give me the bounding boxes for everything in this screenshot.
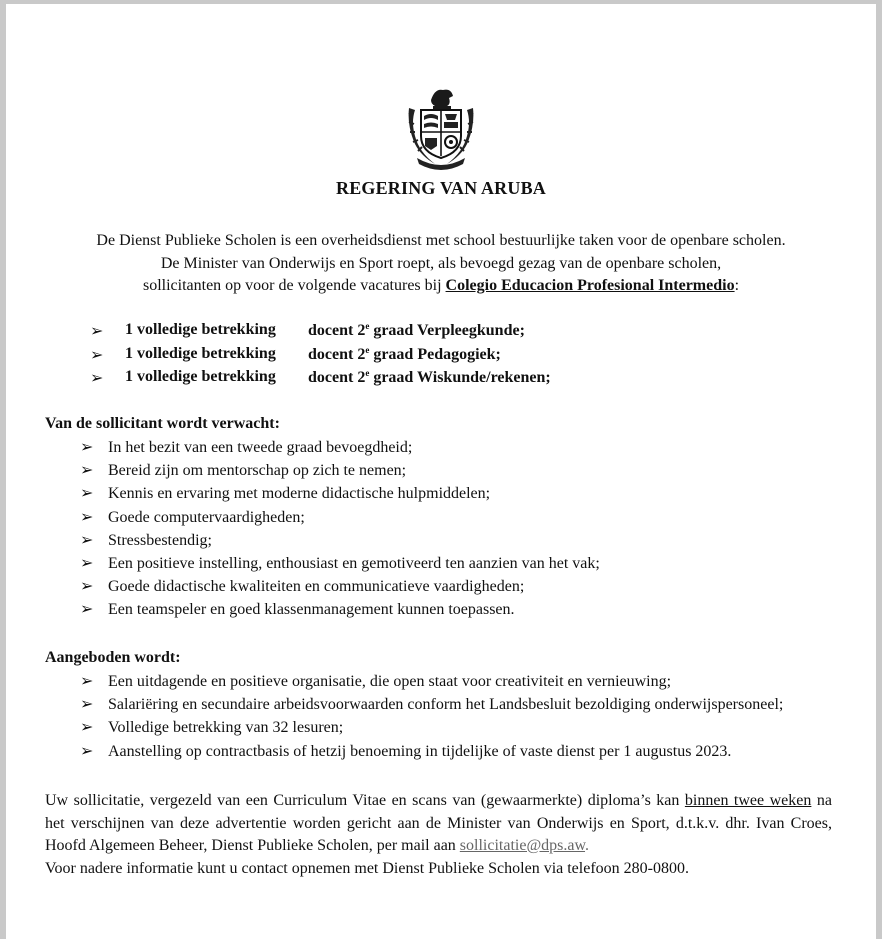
arrow-bullet-icon: ➢ [90,370,104,387]
arrow-bullet-icon: ➢ [80,742,94,760]
vacancy-position: docent 2e graad Wiskunde/rekenen; [308,368,551,386]
expected-heading: Van de sollicitant wordt verwacht: [45,415,280,432]
arrow-bullet-icon: ➢ [80,601,94,619]
arrow-bullet-icon: ➢ [80,508,94,526]
document-page [6,4,876,939]
arrow-bullet-icon: ➢ [80,531,94,549]
intro-line-1: De Dienst Publieke Scholen is een overheidsdienst met school bestuurlijke taken voor de openbare scholen. [96,232,786,249]
arrow-bullet-icon: ➢ [80,485,94,503]
arrow-bullet-icon: ➢ [80,578,94,596]
arrow-bullet-icon: ➢ [80,439,94,456]
list-item: ➢ Kennis en ervaring met moderne didactische hulpmiddelen; [80,485,491,503]
arrow-bullet-icon: ➢ [90,347,104,364]
list-item: ➢ Aanstelling op contractbasis of hetzij benoeming in tijdelijke of vaste dienst per 1 augustus 2023. [80,742,732,760]
list-item: ➢ Bereid zijn om mentorschap op zich te nemen; [80,462,407,480]
list-item: ➢ Goede computervaardigheden; [80,508,305,526]
offered-heading: Aangeboden wordt: [45,649,181,666]
page-title: REGERING VAN ARUBA [336,178,546,198]
vacancy-position: docent 2e graad Pedagogiek; [308,345,501,363]
closing-line-1: Uw sollicitatie, vergezeld van een Curriculum Vitae en scans van (gewaarmerkte) diploma’s kan binnen twee weken na [45,792,832,809]
closing-line-3: Hoofd Algemeen Beheer, Dienst Publieke Scholen, per mail aan sollicitatie@dps.aw. [45,837,590,854]
list-item: ➢ In het bezit van een tweede graad bevoegdheid; [80,439,413,456]
intro-line-2: De Minister van Onderwijs en Sport roept, als bevoegd gezag van de openbare scholen, [160,254,722,272]
expected-list [80,438,600,624]
vacancy-position: docent 2e graad Verpleegkunde; [308,321,525,339]
vacancy-kind: 1 volledige betrekking [125,321,276,338]
arrow-bullet-icon: ➢ [80,719,94,737]
closing-text [45,790,832,880]
arrow-bullet-icon: ➢ [80,673,94,690]
deadline: binnen twee weken [684,792,812,809]
email-link[interactable]: sollicitatie@dps.aw [459,837,586,854]
list-item: ➢ Een uitdagende en positieve organisatie, die open staat voor creativiteit en vernieuwing; [80,673,672,690]
closing-contact: Voor nadere informatie kunt u contact opnemen met Dienst Publieke Scholen via telefoon 280-0800. [45,859,689,877]
list-item: ➢ Een teamspeler en goed klassenmanagement kunnen toepassen. [80,601,515,619]
arrow-bullet-icon: ➢ [80,696,94,714]
arrow-bullet-icon: ➢ [80,462,94,480]
arrow-bullet-icon: ➢ [90,323,104,340]
list-item: ➢ Salariëring en secundaire arbeidsvoorwaarden conform het Landsbesluit bezoldiging onderwijspersoneel; [80,696,784,714]
list-item: ➢ Goede didactische kwaliteiten en communicatieve vaardigheden; [80,578,525,596]
closing-line-2: het verschijnen van deze advertentie worden gericht aan de Minister van Onderwijs en Sport, d.t.k.v. dhr. Ivan Croes, [45,814,832,832]
offered-list [80,672,783,765]
coat-of-arms-icon [405,86,477,172]
intro-line-3: sollicitanten op voor de volgende vacatures bij Colegio Educacion Profesional Intermedio: [142,277,740,294]
vacancy-kind: 1 volledige betrekking [125,368,276,385]
list-item: ➢ Stressbestendig; [80,531,212,549]
list-item: ➢ Een positieve instelling, enthousiast en gemotiveerd ten aanzien van het vak; [80,554,600,572]
intro-text [6,230,876,298]
vacancy-kind: 1 volledige betrekking [125,345,276,362]
school-name: Colegio Educacion Profesional Intermedio [445,277,735,294]
list-item: ➢ Volledige betrekking van 32 lesuren; [80,719,344,737]
arrow-bullet-icon: ➢ [80,554,94,572]
